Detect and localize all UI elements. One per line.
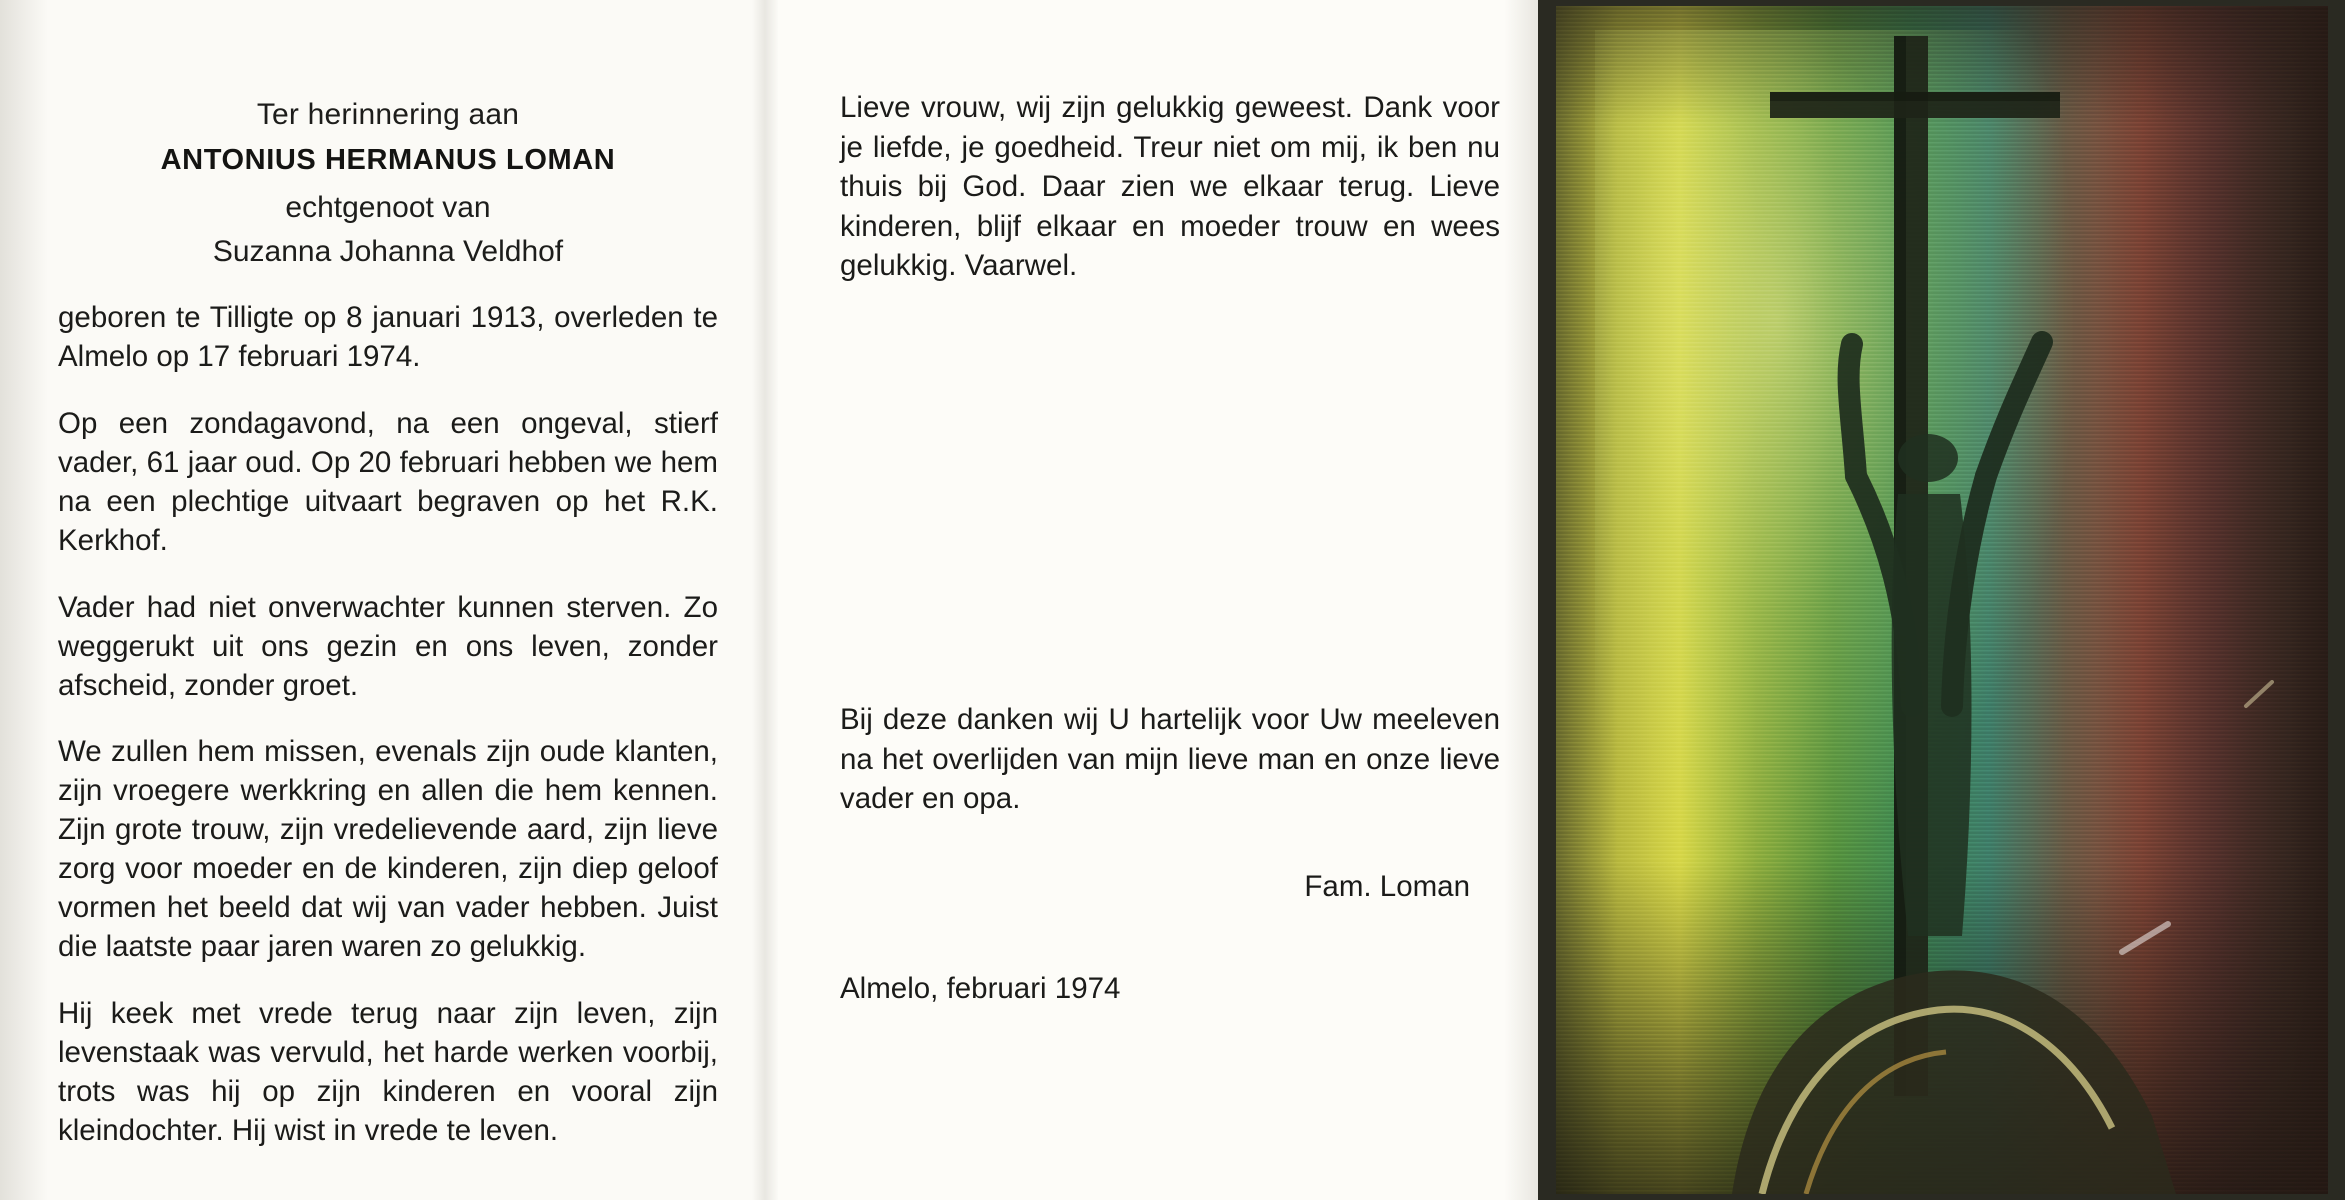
memorial-paragraph-3: We zullen hem missen, evenals zijn oude klanten, zijn vroegere werkkring en allen die hem kennen. Zijn grote trouw, zijn vredelievende aard, zijn lieve zorg voor moeder en de kinderen, zijn diep geloof vormen het beeld dat wij van vader hebben. Juist die laatste paar jaren waren zo gelukkig. [58,735,718,964]
spouse-name: Suzanna Johanna Veldhof [212,235,564,268]
relation-label: echtgenoot van [285,191,491,224]
cross-and-figure-svg [1556,6,2328,1194]
memorial-paragraph-1: Op een zondagavond, na een ongeval, stierf vader, 61 jaar oud. Op 20 februari hebben we hem na een plechtige uitvaart begraven op het R.K. Kerkhof. [58,406,718,557]
birth-death-info: geboren te Tilligte op 8 januari 1913, overleden te Almelo op 17 februari 1974. [58,301,718,373]
memorial-paragraph-2: Vader had niet onverwachter kunnen sterven. Zo weggerukt uit ons gezin en ons leven, zonder afscheid, zonder groet. [58,590,718,702]
figure-drapery [1732,970,2176,1194]
deceased-name: ANTONIUS HERMANUS LOMAN [160,144,616,176]
painting-highlights [2122,682,2272,952]
family-signature: Fam. Loman [1304,870,1470,903]
figure-head-and-body [1892,434,1972,936]
painting-canvas [1556,6,2328,1194]
left-page [0,0,778,1200]
middle-page-edge-shadow [1504,0,1538,1200]
left-page-content [58,98,718,1151]
place-and-date: Almelo, februari 1974 [840,972,1121,1005]
middle-page-content [840,88,1500,286]
memorial-intro: Ter herinnering aan [256,98,520,131]
thanks-message: Bij deze danken wij U hartelijk voor Uw meeleven na het overlijden van mijn lieve man en onze lieve vader en opa. [840,703,1500,816]
farewell-message: Lieve vrouw, wij zijn gelukkig geweest. Dank voor je liefde, je goedheid. Treur niet om mij, ik ben nu thuis bij God. Daar zien we elkaar terug. Lieve kinderen, blijf elkaar en moeder trouw en wees gelukkig. Vaarwel. [840,91,1500,283]
page-edge-shadow [0,0,48,1200]
memorial-paragraph-4: Hij keek met vrede terug naar zijn leven, zijn levenstaak was vervuld, het harde werken voorbij, trots was hij op zijn kinderen en vooral zijn kleindochter. Hij wist in vrede te leven. [58,997,718,1147]
artwork-page [1538,0,2345,1200]
middle-page [778,0,1538,1200]
